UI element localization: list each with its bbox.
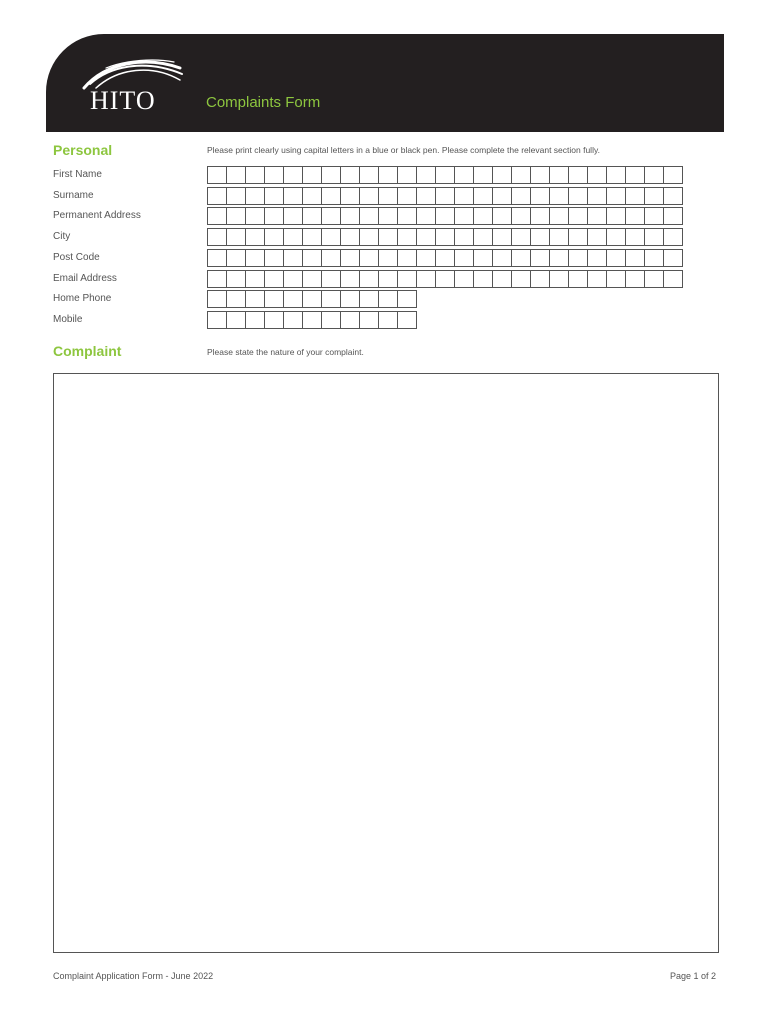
character-box[interactable] bbox=[360, 290, 379, 308]
character-box[interactable] bbox=[417, 249, 436, 267]
character-box[interactable] bbox=[531, 207, 550, 225]
character-box[interactable] bbox=[588, 166, 607, 184]
character-box-grid bbox=[207, 187, 683, 205]
field-label: Home Phone bbox=[53, 293, 112, 305]
character-box[interactable] bbox=[626, 270, 645, 288]
character-box[interactable] bbox=[379, 228, 398, 246]
character-box[interactable] bbox=[265, 228, 284, 246]
field-label: Email Address bbox=[53, 272, 117, 284]
character-box[interactable] bbox=[208, 166, 227, 184]
character-box[interactable] bbox=[512, 166, 531, 184]
character-box[interactable] bbox=[227, 290, 246, 308]
character-box[interactable] bbox=[569, 187, 588, 205]
character-box[interactable] bbox=[322, 207, 341, 225]
character-box[interactable] bbox=[645, 207, 664, 225]
character-box[interactable] bbox=[664, 207, 683, 225]
character-box[interactable] bbox=[303, 207, 322, 225]
character-box[interactable] bbox=[322, 290, 341, 308]
character-box[interactable] bbox=[569, 249, 588, 267]
field-label: City bbox=[53, 231, 71, 243]
character-box[interactable] bbox=[474, 228, 493, 246]
character-box[interactable] bbox=[626, 249, 645, 267]
character-box[interactable] bbox=[284, 228, 303, 246]
character-box[interactable] bbox=[398, 187, 417, 205]
character-box[interactable] bbox=[417, 228, 436, 246]
character-box[interactable] bbox=[227, 270, 246, 288]
character-box[interactable] bbox=[455, 207, 474, 225]
character-box[interactable] bbox=[208, 290, 227, 308]
character-box[interactable] bbox=[246, 270, 265, 288]
character-box[interactable] bbox=[664, 187, 683, 205]
character-box[interactable] bbox=[645, 228, 664, 246]
character-box[interactable] bbox=[208, 311, 227, 329]
character-box[interactable] bbox=[531, 249, 550, 267]
character-box[interactable] bbox=[379, 207, 398, 225]
character-box[interactable] bbox=[360, 166, 379, 184]
character-box-grid bbox=[207, 290, 417, 308]
character-box[interactable] bbox=[341, 249, 360, 267]
character-box[interactable] bbox=[512, 187, 531, 205]
character-box-grid bbox=[207, 311, 417, 329]
character-box[interactable] bbox=[455, 249, 474, 267]
character-box[interactable] bbox=[379, 270, 398, 288]
character-box[interactable] bbox=[398, 207, 417, 225]
character-box[interactable] bbox=[398, 311, 417, 329]
personal-instruction: Please print clearly using capital letters in a blue or black pen. Please complete the relevant section fully. bbox=[207, 145, 600, 155]
character-box[interactable] bbox=[246, 290, 265, 308]
character-box[interactable] bbox=[341, 290, 360, 308]
character-box[interactable] bbox=[436, 187, 455, 205]
character-box[interactable] bbox=[436, 207, 455, 225]
character-box[interactable] bbox=[341, 270, 360, 288]
character-box[interactable] bbox=[227, 311, 246, 329]
character-box[interactable] bbox=[322, 228, 341, 246]
character-box[interactable] bbox=[303, 166, 322, 184]
character-box[interactable] bbox=[398, 249, 417, 267]
character-box[interactable] bbox=[208, 270, 227, 288]
character-box[interactable] bbox=[664, 249, 683, 267]
character-box[interactable] bbox=[398, 270, 417, 288]
character-box[interactable] bbox=[588, 228, 607, 246]
character-box[interactable] bbox=[455, 187, 474, 205]
character-box[interactable] bbox=[417, 270, 436, 288]
character-box[interactable] bbox=[664, 228, 683, 246]
character-box[interactable] bbox=[474, 270, 493, 288]
character-box[interactable] bbox=[360, 187, 379, 205]
character-box[interactable] bbox=[265, 166, 284, 184]
character-box[interactable] bbox=[360, 249, 379, 267]
character-box[interactable] bbox=[208, 249, 227, 267]
character-box[interactable] bbox=[341, 166, 360, 184]
form-title: Complaints Form bbox=[206, 94, 321, 111]
character-box[interactable] bbox=[550, 228, 569, 246]
character-box[interactable] bbox=[341, 207, 360, 225]
character-box[interactable] bbox=[474, 249, 493, 267]
character-box[interactable] bbox=[284, 290, 303, 308]
character-box[interactable] bbox=[512, 270, 531, 288]
complaint-instruction: Please state the nature of your complaint. bbox=[207, 347, 364, 357]
character-box[interactable] bbox=[531, 228, 550, 246]
character-box[interactable] bbox=[398, 290, 417, 308]
character-box-grid bbox=[207, 207, 683, 225]
character-box[interactable] bbox=[341, 311, 360, 329]
character-box[interactable] bbox=[550, 187, 569, 205]
character-box[interactable] bbox=[246, 249, 265, 267]
character-box[interactable] bbox=[664, 166, 683, 184]
character-box[interactable] bbox=[569, 207, 588, 225]
header-banner bbox=[46, 34, 724, 132]
character-box[interactable] bbox=[455, 166, 474, 184]
character-box[interactable] bbox=[322, 166, 341, 184]
character-box[interactable] bbox=[436, 270, 455, 288]
character-box[interactable] bbox=[227, 166, 246, 184]
character-box[interactable] bbox=[569, 270, 588, 288]
character-box[interactable] bbox=[588, 270, 607, 288]
character-box[interactable] bbox=[417, 207, 436, 225]
character-box[interactable] bbox=[284, 249, 303, 267]
character-box[interactable] bbox=[550, 207, 569, 225]
character-box[interactable] bbox=[303, 249, 322, 267]
character-box[interactable] bbox=[284, 187, 303, 205]
character-box-grid bbox=[207, 270, 683, 288]
character-box[interactable] bbox=[379, 249, 398, 267]
character-box[interactable] bbox=[455, 270, 474, 288]
character-box[interactable] bbox=[550, 249, 569, 267]
character-box[interactable] bbox=[436, 166, 455, 184]
character-box[interactable] bbox=[512, 207, 531, 225]
character-box[interactable] bbox=[607, 207, 626, 225]
character-box[interactable] bbox=[265, 207, 284, 225]
character-box[interactable] bbox=[455, 228, 474, 246]
character-box[interactable] bbox=[569, 166, 588, 184]
character-box[interactable] bbox=[303, 290, 322, 308]
character-box[interactable] bbox=[531, 166, 550, 184]
character-box[interactable] bbox=[626, 228, 645, 246]
character-box[interactable] bbox=[645, 249, 664, 267]
character-box[interactable] bbox=[208, 187, 227, 205]
character-box[interactable] bbox=[531, 270, 550, 288]
character-box[interactable] bbox=[664, 270, 683, 288]
character-box[interactable] bbox=[379, 187, 398, 205]
character-box[interactable] bbox=[436, 249, 455, 267]
character-box[interactable] bbox=[227, 228, 246, 246]
character-box[interactable] bbox=[607, 187, 626, 205]
character-box[interactable] bbox=[588, 207, 607, 225]
character-box[interactable] bbox=[322, 270, 341, 288]
character-box[interactable] bbox=[493, 249, 512, 267]
field-label: Post Code bbox=[53, 251, 100, 263]
complaint-section-title: Complaint bbox=[53, 343, 122, 359]
character-box[interactable] bbox=[360, 270, 379, 288]
character-box[interactable] bbox=[474, 187, 493, 205]
complaint-text-area[interactable] bbox=[53, 373, 719, 953]
character-box[interactable] bbox=[607, 249, 626, 267]
character-box[interactable] bbox=[645, 187, 664, 205]
field-label: Surname bbox=[53, 189, 94, 201]
character-box[interactable] bbox=[246, 207, 265, 225]
character-box[interactable] bbox=[588, 187, 607, 205]
character-box[interactable] bbox=[265, 187, 284, 205]
character-box[interactable] bbox=[626, 166, 645, 184]
character-box[interactable] bbox=[284, 311, 303, 329]
character-box[interactable] bbox=[493, 187, 512, 205]
character-box[interactable] bbox=[322, 311, 341, 329]
character-box[interactable] bbox=[417, 166, 436, 184]
character-box[interactable] bbox=[379, 166, 398, 184]
character-box[interactable] bbox=[303, 187, 322, 205]
character-box[interactable] bbox=[493, 166, 512, 184]
character-box[interactable] bbox=[645, 270, 664, 288]
character-box[interactable] bbox=[645, 166, 664, 184]
character-box[interactable] bbox=[265, 290, 284, 308]
character-box[interactable] bbox=[569, 228, 588, 246]
character-box[interactable] bbox=[246, 166, 265, 184]
character-box[interactable] bbox=[493, 228, 512, 246]
character-box[interactable] bbox=[607, 166, 626, 184]
character-box[interactable] bbox=[531, 187, 550, 205]
character-box-grid bbox=[207, 166, 683, 184]
character-box[interactable] bbox=[341, 187, 360, 205]
field-label: Mobile bbox=[53, 313, 83, 325]
character-box[interactable] bbox=[417, 187, 436, 205]
character-box[interactable] bbox=[550, 166, 569, 184]
character-box[interactable] bbox=[322, 249, 341, 267]
character-box[interactable] bbox=[607, 270, 626, 288]
character-box[interactable] bbox=[379, 290, 398, 308]
character-box[interactable] bbox=[246, 187, 265, 205]
footer-page-number: Page 1 of 2 bbox=[669, 971, 716, 981]
character-box[interactable] bbox=[398, 228, 417, 246]
field-label: First Name bbox=[53, 169, 102, 180]
character-box[interactable] bbox=[265, 311, 284, 329]
character-box[interactable] bbox=[303, 311, 322, 329]
character-box[interactable] bbox=[227, 249, 246, 267]
character-box[interactable] bbox=[607, 228, 626, 246]
character-box[interactable] bbox=[512, 249, 531, 267]
character-box[interactable] bbox=[512, 228, 531, 246]
character-box[interactable] bbox=[493, 207, 512, 225]
character-box[interactable] bbox=[360, 228, 379, 246]
character-box[interactable] bbox=[227, 187, 246, 205]
character-box[interactable] bbox=[322, 187, 341, 205]
character-box[interactable] bbox=[360, 207, 379, 225]
character-box[interactable] bbox=[265, 270, 284, 288]
character-box[interactable] bbox=[303, 270, 322, 288]
character-box[interactable] bbox=[360, 311, 379, 329]
character-box[interactable] bbox=[436, 228, 455, 246]
character-box[interactable] bbox=[588, 249, 607, 267]
character-box[interactable] bbox=[284, 270, 303, 288]
character-box-grid bbox=[207, 249, 683, 267]
character-box-grid bbox=[207, 228, 683, 246]
footer-form-name: Complaint Application Form - June 2022 bbox=[53, 971, 214, 981]
character-box[interactable] bbox=[474, 166, 493, 184]
character-box[interactable] bbox=[474, 207, 493, 225]
character-box[interactable] bbox=[227, 207, 246, 225]
character-box[interactable] bbox=[284, 166, 303, 184]
character-box[interactable] bbox=[626, 187, 645, 205]
personal-section-title: Personal bbox=[53, 142, 113, 158]
character-box[interactable] bbox=[341, 228, 360, 246]
character-box[interactable] bbox=[493, 270, 512, 288]
field-label: Permanent Address bbox=[53, 210, 141, 222]
character-box[interactable] bbox=[246, 311, 265, 329]
character-box[interactable] bbox=[626, 207, 645, 225]
character-box[interactable] bbox=[284, 207, 303, 225]
character-box[interactable] bbox=[208, 228, 227, 246]
character-box[interactable] bbox=[550, 270, 569, 288]
character-box[interactable] bbox=[379, 311, 398, 329]
character-box[interactable] bbox=[398, 166, 417, 184]
character-box[interactable] bbox=[246, 228, 265, 246]
hito-logo: HITO bbox=[90, 86, 156, 115]
character-box[interactable] bbox=[265, 249, 284, 267]
character-box[interactable] bbox=[303, 228, 322, 246]
character-box[interactable] bbox=[208, 207, 227, 225]
